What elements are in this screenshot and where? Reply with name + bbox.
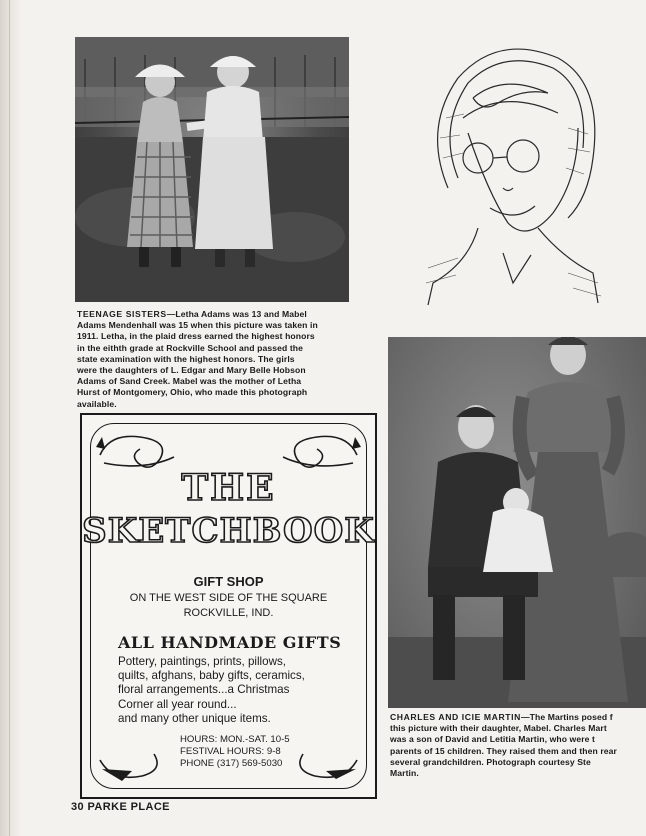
- ad-title-the: THE: [181, 467, 276, 509]
- sisters-caption-line: Adams Mendenhall was 15 when this picture was taken in: [77, 320, 318, 331]
- sisters-caption-line: available.: [77, 398, 117, 409]
- ad-location-line: ON THE WEST SIDE OF THE SQUARE: [129, 592, 328, 604]
- ad-description-line: floral arrangements...a Christmas: [118, 683, 290, 697]
- martin-caption-line: this picture with their daughter, Mabel. Charles Mart: [390, 723, 607, 734]
- teenage-sisters-caption: [77, 309, 351, 410]
- ad-gift-shop: GIFT SHOP: [193, 574, 264, 589]
- ad-hours-block: [180, 734, 360, 769]
- sisters-photo-illustration: [75, 37, 349, 302]
- charles-icie-martin-caption: [390, 712, 646, 779]
- ad-description: [118, 655, 358, 726]
- martin-caption-line: —The Martins posed f: [520, 712, 613, 722]
- ad-handmade-heading: ALL HANDMADE GIFTS: [118, 633, 342, 652]
- martin-caption-line: parents of 15 children. They raised them and then rear: [390, 745, 617, 756]
- sisters-caption-line: were the daughters of L. Edgar and Mary Belle Hobson: [77, 365, 306, 376]
- page-binding: [0, 0, 22, 836]
- martin-caption-lead: CHARLES AND ICIE MARTIN: [390, 712, 521, 722]
- binding-line: [9, 0, 10, 836]
- martin-caption-line: Martin.: [390, 768, 419, 779]
- ad-title-sketchbook: SKETCHBOOK: [82, 511, 375, 551]
- martin-photo-illustration: [388, 337, 646, 708]
- woman-portrait-drawing: [418, 38, 608, 306]
- ad-location-line: ROCKVILLE, IND.: [183, 607, 274, 619]
- ad-description-line: Pottery, paintings, prints, pillows,: [118, 655, 286, 668]
- martin-caption-line: several grandchildren. Photograph courtesy Ste: [390, 756, 591, 767]
- page-footer: 30 PARKE PLACE: [71, 801, 170, 813]
- ad-hours-line: HOURS: MON.-SAT. 10-5: [180, 734, 290, 745]
- teenage-sisters-photo: [75, 37, 349, 302]
- sisters-caption-line: Hurst of Montgomery, Ohio, who made this photograph: [77, 387, 308, 398]
- ad-description-line: and many other unique items.: [118, 711, 271, 725]
- sisters-caption-line: in the eithth grade at Rockville School and passed the: [77, 342, 304, 353]
- portrait-sketch: [418, 38, 608, 306]
- sisters-caption-line: 1911. Letha, in the plaid dress earned the highest honors: [77, 331, 315, 342]
- ad-description-line: quilts, afghans, baby gifts, ceramics,: [118, 669, 305, 683]
- ad-description-line: Corner all year round...: [118, 697, 237, 711]
- charles-icie-martin-photo: [388, 337, 646, 708]
- ad-hours-line: FESTIVAL HOURS: 9-8: [180, 745, 281, 757]
- sisters-caption-lead: TEENAGE SISTERS: [77, 309, 167, 319]
- ad-hours-line: PHONE (317) 569-5030: [180, 757, 283, 769]
- sketchbook-advertisement: [80, 413, 377, 799]
- martin-caption-line: was a son of David and Letitia Martin, who were t: [390, 734, 595, 745]
- sisters-caption-line: Adams of Sand Creek. Mabel was the mother of Letha: [77, 376, 302, 387]
- sisters-caption-line: state examination with the highest honors. The girls: [77, 353, 295, 364]
- sisters-caption-line: —Letha Adams was 13 and Mabel: [166, 309, 307, 319]
